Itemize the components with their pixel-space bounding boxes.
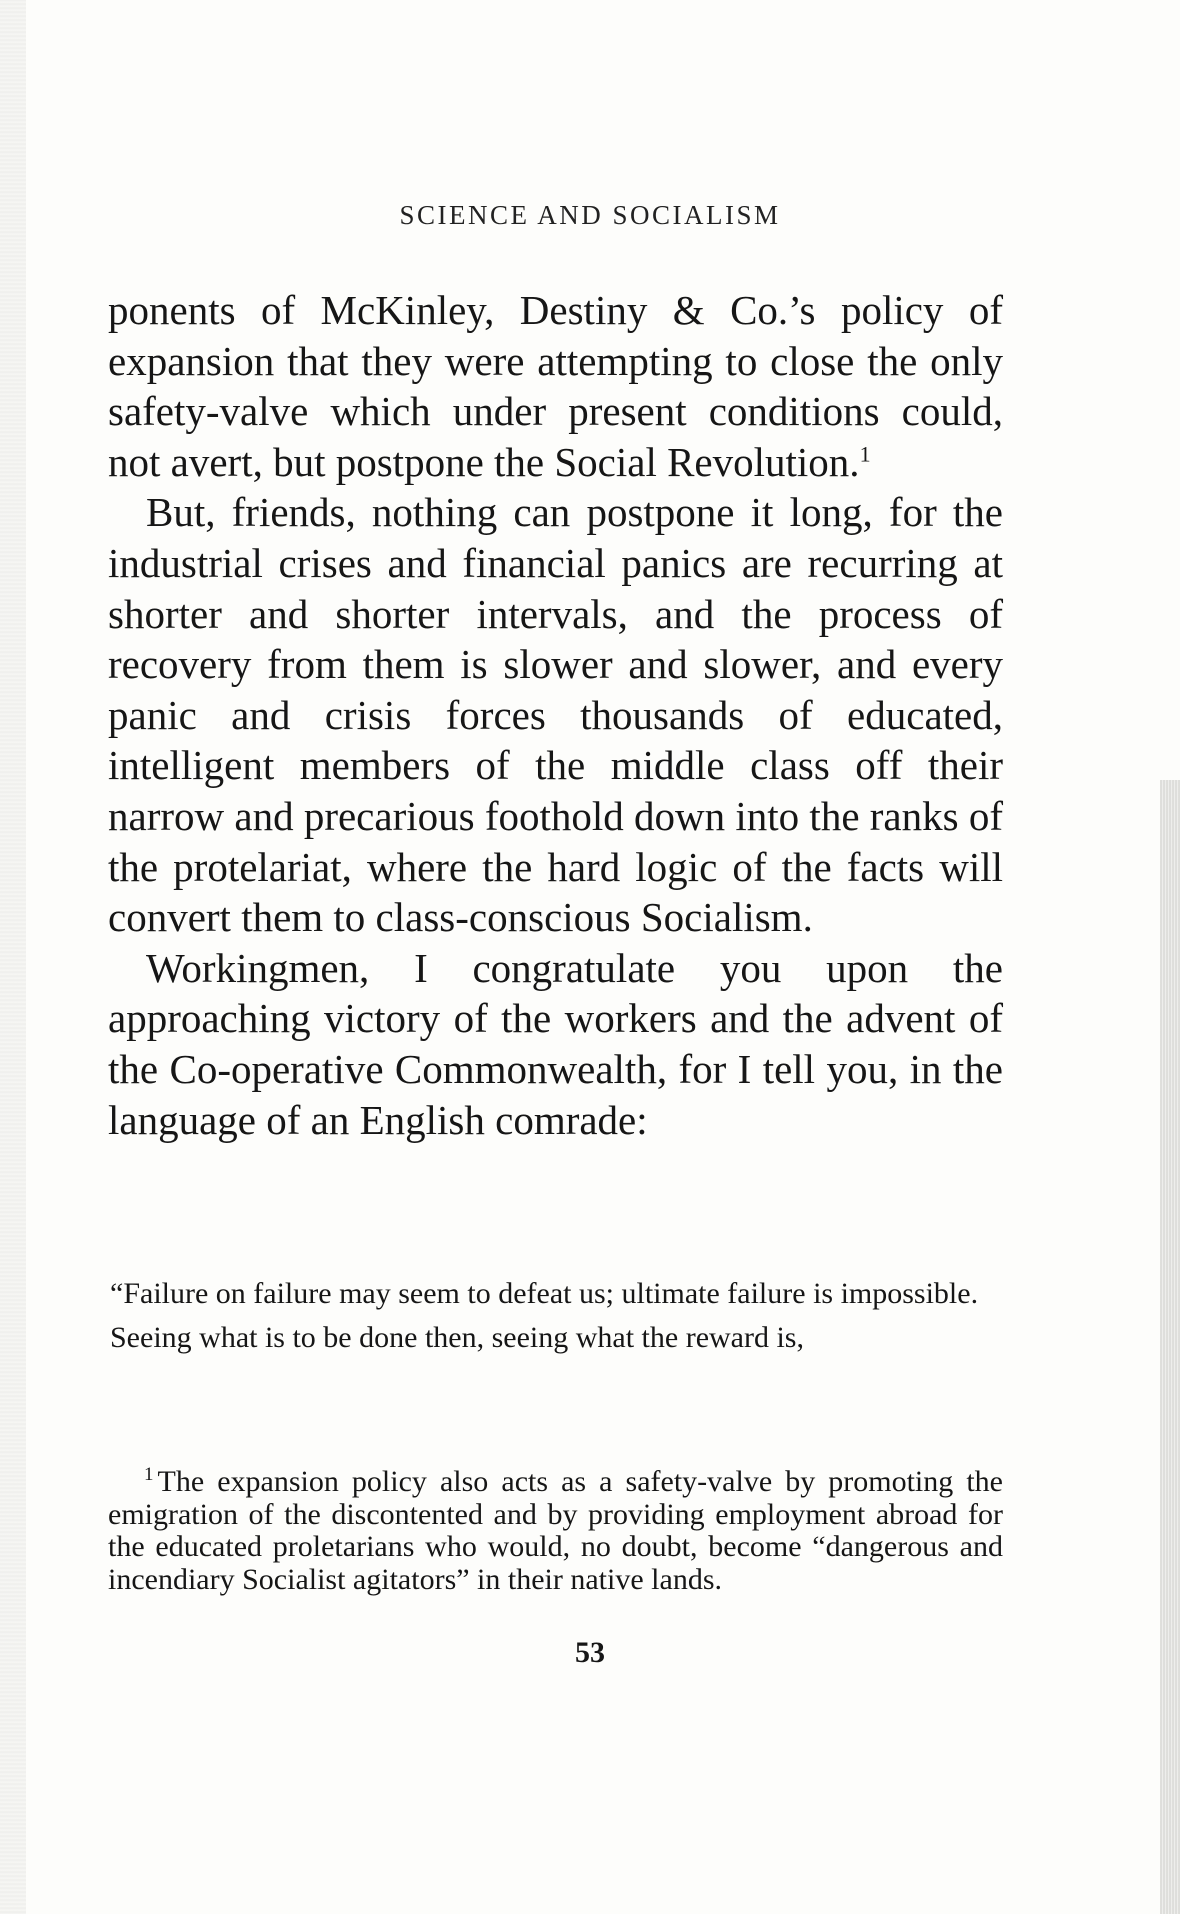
quoted-verse (110, 1274, 1003, 1362)
paragraph-2: But, friends, nothing can postpone it long, for the industrial crises and financial panics are recurring at shorter and shorter intervals, and the process of recovery from them is slower and slower, and every panic and crisis forces thousands of educated, intelligent members of the middle class off their narrow and precarious foothold down into the ranks of the protelariat, where the hard logic of the facts will convert them to class-conscious Socialism. (108, 489, 1003, 941)
verse-line-2: Seeing what is to be done then, seeing what the reward is, (110, 1321, 804, 1354)
verse-line-1: “Failure on failure may seem to defeat us; ultimate failure is impossible. (110, 1277, 979, 1310)
footnote-reference: 1 (859, 441, 871, 467)
footnote-number: 1 (144, 1464, 154, 1485)
running-header: SCIENCE AND SOCIALISM (399, 200, 781, 230)
page-left-edge-texture (0, 0, 26, 1914)
paragraph-continued (108, 285, 1003, 487)
body-text (108, 285, 1003, 1145)
paragraph-3: Workingmen, I congratulate you upon the approaching victory of the workers and the advent of the Co-operative Commonwealth, for I tell you, in the language of an English comrade: (108, 944, 1003, 1143)
page-number: 53 (575, 1636, 605, 1669)
footnote-text: The expansion policy also acts as a safety-valve by promoting the emigration of the discontented and by providing employment abroad for the educated proletarians who would, no doubt, become “dangerous and incendiary Socialist agitators” in their native lands. (108, 1465, 1003, 1596)
paragraph-1-text: ponents of McKinley, Destiny & Co.’s policy of expansion that they were attempting to close the only safety-valve which under present conditions could, not avert, but postpone the Social Revolution. (108, 287, 1003, 485)
footnote (108, 1466, 1003, 1596)
page-right-edge-texture (1160, 780, 1180, 1914)
